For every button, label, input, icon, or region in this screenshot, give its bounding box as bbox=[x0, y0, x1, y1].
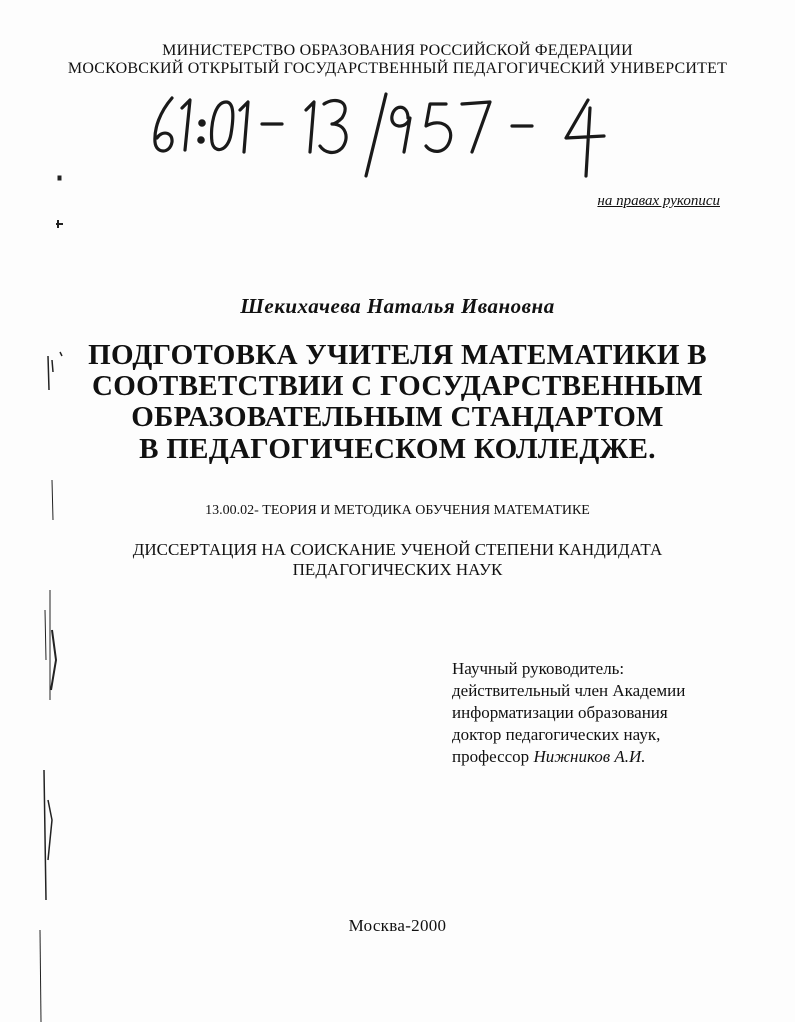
specialty-code: 13.00.02- ТЕОРИЯ И МЕТОДИКА ОБУЧЕНИЯ МАТЕМАТИКЕ bbox=[205, 503, 590, 518]
accession-number-handwritten bbox=[140, 88, 660, 178]
supervisor-name: Нижников А.И. bbox=[533, 747, 646, 766]
degree-line: ПЕДАГОГИЧЕСКИХ НАУК bbox=[292, 560, 503, 579]
university-name: МОСКОВСКИЙ ОТКРЫТЫЙ ГОСУДАРСТВЕННЫЙ ПЕДАГОГИЧЕСКИЙ УНИВЕРСИТЕТ bbox=[67, 60, 728, 77]
title-line: ПОДГОТОВКА УЧИТЕЛЯ МАТЕМАТИКИ В bbox=[88, 339, 707, 371]
degree-line: ДИССЕРТАЦИЯ НА СОИСКАНИЕ УЧЕНОЙ СТЕПЕНИ КАНДИДАТА bbox=[132, 540, 663, 559]
supervisor-label: Научный руководитель: bbox=[452, 659, 625, 678]
supervisor-title: действительный член Академии bbox=[452, 681, 686, 700]
title-line: ОБРАЗОВАТЕЛЬНЫМ СТАНДАРТОМ bbox=[131, 401, 664, 433]
supervisor-block bbox=[452, 658, 782, 768]
author-name: Шекихачева Наталья Ивановна bbox=[240, 294, 555, 318]
city-year: Москва-2000 bbox=[348, 916, 447, 935]
supervisor-degree: доктор педагогических наук, bbox=[452, 725, 661, 744]
ministry-name: МИНИСТЕРСТВО ОБРАЗОВАНИЯ РОССИЙСКОЙ ФЕДЕРАЦИИ bbox=[162, 42, 633, 59]
supervisor-rank: профессор bbox=[452, 747, 534, 766]
rights-note: на правах рукописи bbox=[597, 193, 720, 209]
title-line: В ПЕДАГОГИЧЕСКОМ КОЛЛЕДЖЕ. bbox=[139, 433, 656, 465]
supervisor-rank-line bbox=[452, 746, 782, 768]
supervisor-title: информатизации образования bbox=[452, 703, 668, 722]
title-line: СООТВЕТСТВИИ С ГОСУДАРСТВЕННЫМ bbox=[91, 370, 704, 402]
